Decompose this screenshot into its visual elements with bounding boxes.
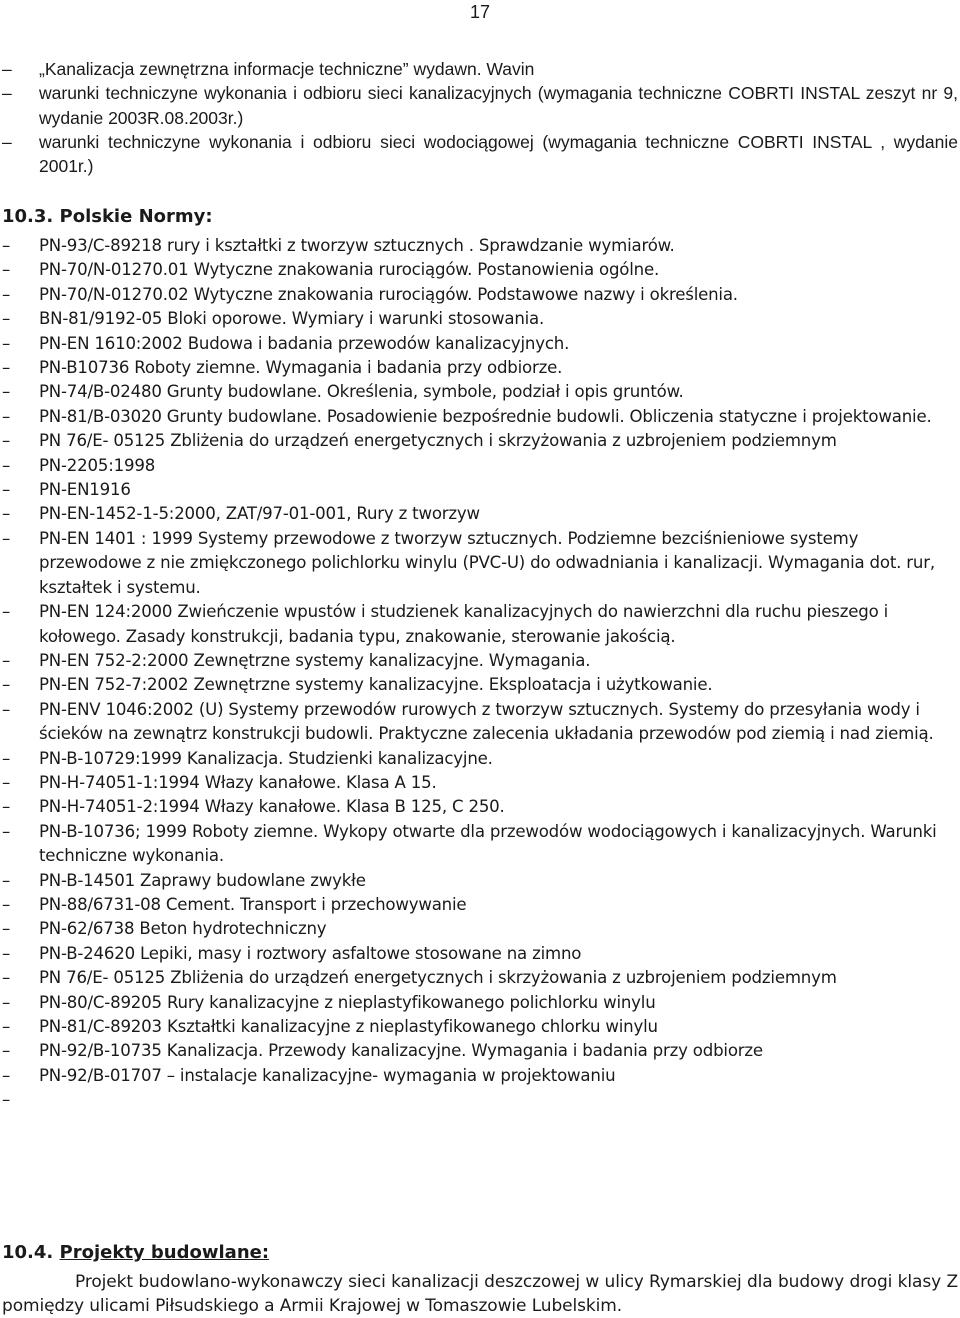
project-paragraph: Projekt budowlano-wykonawczy sieci kanalizacji deszczowej w ulicy Rymarskiej dla budowy drogi klasy Z pomiędzy ulicami Piłsudskiego a Armii Krajowej w Tomaszowie Lubelskim.: [2, 1272, 958, 1316]
list-item-text: PN-81/C-89203 Kształtki kanalizacyjne z nieplastyfikowanego chlorku winylu: [39, 1017, 658, 1036]
list-item-text: PN-H-74051-1:1994 Włazy kanałowe. Klasa A 15.: [39, 772, 437, 792]
list-item: [0, 57, 960, 81]
list-dash: –: [2, 699, 11, 719]
list-item: [0, 258, 960, 282]
list-item: [0, 502, 960, 526]
list-item-text: PN-93/C-89218 rury i kształtki z tworzyw sztucznych . Sprawdzanie wymiarów.: [39, 236, 675, 255]
list-item: [0, 869, 960, 893]
list-dash: –: [2, 480, 11, 500]
list-dash: –: [2, 431, 11, 451]
list-dash: –: [2, 131, 12, 152]
list-item: [0, 771, 960, 795]
list-item: [0, 234, 960, 258]
list-dash: –: [2, 1041, 11, 1061]
list-dash: –: [2, 748, 11, 768]
section-number: 10.4.: [2, 1242, 54, 1263]
list-item-text: PN-92/B-01707 – instalacje kanalizacyjne- wymagania w projektowaniu: [39, 1065, 616, 1085]
list-item-text: warunki techniczyne wykonania i odbioru sieci wodociągowej (wymagania techniczne COBRTI INSTAL , wydanie 2001r.): [39, 131, 958, 177]
list-dash: –: [2, 83, 12, 104]
list-dash: –: [2, 650, 11, 670]
list-item: [0, 991, 960, 1015]
list-item: [0, 966, 960, 990]
list-item: [0, 1064, 960, 1088]
list-dash: –: [2, 1017, 11, 1036]
list-dash: –: [2, 675, 11, 695]
list-item: [0, 478, 960, 502]
list-item-text: PN-B-10729:1999 Kanalizacja. Studzienki kanalizacyjne.: [39, 748, 493, 768]
list-item-text: PN-70/N-01270.01 Wytyczne znakowania rurociągów. Postanowienia ogólne.: [39, 260, 660, 280]
list-item: [0, 795, 960, 819]
list-item: [0, 1088, 960, 1112]
list-item: [0, 429, 960, 453]
list-item-text: PN-EN 752-7:2002 Zewnętrzne systemy kanalizacyjne. Eksploatacja i użytkowanie.: [39, 675, 713, 695]
list-dash: –: [2, 455, 11, 475]
page-number: 17: [470, 2, 491, 22]
list-dash: –: [2, 528, 11, 548]
list-item: [0, 820, 960, 869]
list-item: [0, 356, 960, 380]
section-heading-polskie-normy: 10.3. Polskie Normy:: [2, 206, 213, 227]
list-item-text: PN-EN-1452-1-5:2000, ZAT/97-01-001, Rury z tworzyw: [39, 504, 480, 524]
list-dash: –: [2, 1065, 11, 1085]
list-dash: –: [2, 772, 11, 792]
list-dash: –: [2, 333, 11, 353]
list-item-text: PN-2205:1998: [39, 455, 156, 475]
list-item-text: PN-EN 1610:2002 Budowa i badania przewodów kanalizacyjnych.: [39, 333, 570, 353]
list-dash: –: [2, 602, 11, 622]
list-dash: –: [2, 504, 11, 524]
list-item-text: PN 76/E- 05125 Zbliżenia do urządzeń energetycznych i skrzyżowania z uzbrojeniem podziemnym: [39, 968, 837, 988]
list-item-text: PN-ENV 1046:2002 (U) Systemy przewodów rurowych z tworzyw sztucznych. Systemy do przesyłania wody i ścieków na zewnątrz konstrukcji budowli. Praktyczne zalecenia układania przewodów pod ziemią i nad ziemią.: [39, 699, 934, 744]
list-item: [0, 649, 960, 673]
list-item-text: BN-81/9192-05 Bloki oporowe. Wymiary i warunki stosowania.: [39, 309, 545, 329]
list-item: [0, 81, 960, 130]
list-item: [0, 698, 960, 747]
list-dash: –: [2, 992, 11, 1012]
standards-list: [0, 234, 960, 1113]
list-item-text: PN-74/B-02480 Grunty budowlane. Określenia, symbole, podział i opis gruntów.: [39, 382, 684, 402]
list-dash: –: [2, 260, 11, 280]
section-heading-projekty-budowlane: [2, 1242, 269, 1263]
list-dash: –: [2, 943, 11, 963]
list-dash: –: [2, 284, 11, 304]
list-item: [0, 917, 960, 941]
list-item: [0, 454, 960, 478]
section-title: Projekty budowlane:: [59, 1242, 270, 1263]
list-item: [0, 673, 960, 697]
list-dash: –: [2, 797, 11, 817]
list-dash: –: [2, 358, 11, 378]
list-dash: –: [2, 309, 11, 329]
list-item: [0, 405, 960, 429]
list-dash: –: [2, 919, 11, 939]
list-item-text: PN-88/6731-08 Cement. Transport i przechowywanie: [39, 894, 467, 914]
list-item-text: PN-B10736 Roboty ziemne. Wymagania i badania przy odbiorze.: [39, 358, 563, 378]
list-item-text: PN-EN 1401 : 1999 Systemy przewodowe z tworzyw sztucznych. Podziemne bezciśnieniowe systemy przewodowe z nie zmiękczonego polichlorku winylu (PVC-U) do odwadniania i kanalizacji. Wymagania dot. rur, kształtek i systemu.: [39, 528, 935, 597]
references-list: [0, 57, 960, 178]
list-item-text: warunki techniczyne wykonania i odbioru sieci kanalizacyjnych (wymagania techniczne COBRTI INSTAL zeszyt nr 9, wydanie 2003R.08.2003r.): [39, 83, 958, 128]
list-item-text: PN-EN 752-2:2000 Zewnętrzne systemy kanalizacyjne. Wymagania.: [39, 650, 591, 670]
list-item-text: PN-70/N-01270.02 Wytyczne znakowania rurociągów. Podstawowe nazwy i określenia.: [39, 284, 738, 304]
list-item: [0, 307, 960, 331]
list-item-text: PN-81/B-03020 Grunty budowlane. Posadowienie bezpośrednie budowli. Obliczenia statyczne i projektowanie.: [39, 406, 932, 426]
list-dash: –: [2, 406, 11, 426]
list-item-text: PN-B-10736; 1999 Roboty ziemne. Wykopy otwarte dla przewodów wodociągowych i kanalizacyjnych. Warunki techniczne wykonania.: [39, 821, 937, 866]
list-item: [0, 527, 960, 600]
list-item: [0, 893, 960, 917]
list-item-text: PN-EN 124:2000 Zwieńczenie wpustów i studzienek kanalizacyjnych do nawierzchni dla ruchu pieszego i kołowego. Zasady konstrukcji, badania typu, znakowanie, sterowanie jakością.: [39, 602, 889, 646]
list-dash: –: [2, 59, 12, 79]
list-dash: –: [2, 382, 11, 402]
list-item-text: PN-62/6738 Beton hydrotechniczny: [39, 919, 327, 939]
list-item: [0, 747, 960, 771]
list-dash: –: [2, 821, 11, 841]
list-item-text: PN-80/C-89205 Rury kanalizacyjne z nieplastyfikowanego polichlorku winylu: [39, 992, 656, 1012]
list-item: [0, 600, 960, 649]
list-item: [0, 283, 960, 307]
list-item-text: PN 76/E- 05125 Zbliżenia do urządzeń energetycznych i skrzyżowania z uzbrojeniem podziemnym: [39, 431, 837, 451]
list-item-text: [39, 1088, 958, 1112]
list-item-text: PN-B-24620 Lepiki, masy i roztwory asfaltowe stosowane na zimno: [39, 943, 582, 963]
list-dash: –: [2, 236, 11, 255]
list-item-text: „Kanalizacja zewnętrzna informacje techniczne” wydawn. Wavin: [39, 59, 535, 79]
list-item: [0, 332, 960, 356]
list-dash: –: [2, 968, 11, 988]
list-item: [0, 942, 960, 966]
list-item-text: PN-H-74051-2:1994 Włazy kanałowe. Klasa B 125, C 250.: [39, 797, 505, 817]
list-item-text: PN-B-14501 Zaprawy budowlane zwykłe: [39, 870, 366, 890]
list-item: [0, 1015, 960, 1039]
list-dash: –: [2, 894, 11, 914]
list-item-text: PN-EN1916: [39, 480, 131, 500]
list-item: [0, 1039, 960, 1063]
list-item: [0, 380, 960, 404]
list-dash: –: [2, 870, 11, 890]
list-item: [0, 130, 960, 179]
list-item-text: PN-92/B-10735 Kanalizacja. Przewody kanalizacyjne. Wymagania i badania przy odbiorze: [39, 1041, 763, 1061]
list-dash: –: [2, 1090, 11, 1110]
